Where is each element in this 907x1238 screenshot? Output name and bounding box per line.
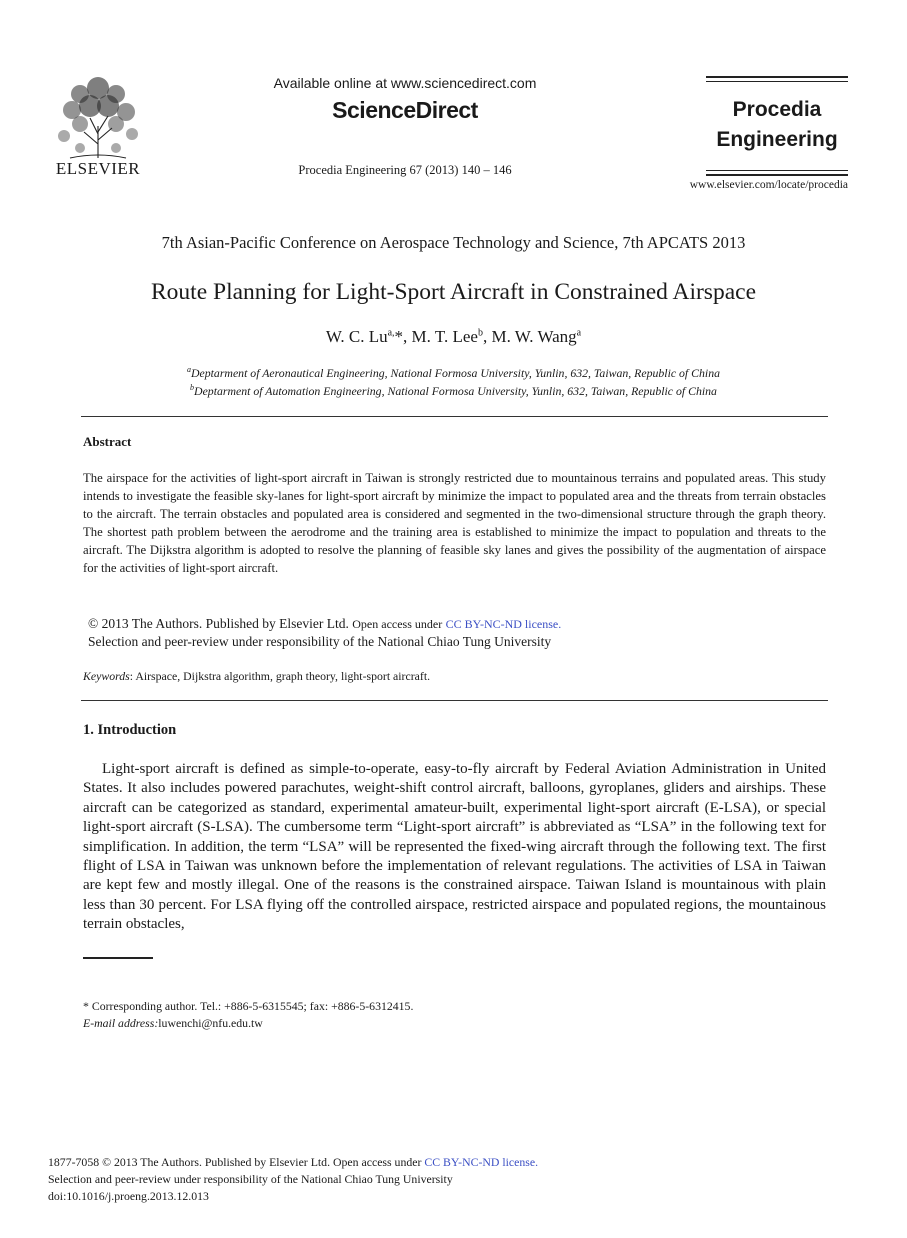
paper-title: Route Planning for Light-Sport Aircraft in Constrained Airspace xyxy=(150,279,756,305)
license-link[interactable]: CC BY-NC-ND license. xyxy=(424,1155,539,1169)
author-affiliation-mark: b xyxy=(477,327,483,339)
doi-line[interactable]: doi:10.1016/j.proeng.2013.12.013 xyxy=(48,1189,209,1203)
journal-name-line1: Procedia xyxy=(732,98,822,121)
keywords-label: Keywords xyxy=(83,669,130,683)
available-online-line[interactable]: Available online at www.sciencedirect.com xyxy=(273,75,537,91)
sciencedirect-brand: ScienceDirect xyxy=(332,97,478,123)
journal-rule-bottom-thin xyxy=(706,170,848,171)
journal-url[interactable]: www.elsevier.com/locate/procedia xyxy=(689,179,848,191)
elsevier-wordmark: ELSEVIER xyxy=(55,159,141,178)
introduction-heading: 1. Introduction xyxy=(83,722,177,738)
issn-copyright-text: 1877-7058 © 2013 The Authors. Published by Elsevier Ltd. xyxy=(48,1155,331,1169)
journal-name-line2: Engineering xyxy=(716,128,838,151)
affiliation xyxy=(60,365,847,381)
author-name: M. T. Lee xyxy=(411,327,478,346)
journal-rule-top-thin xyxy=(706,81,848,82)
author-separator: , xyxy=(482,327,492,346)
peer-review-footer: Selection and peer-review under responsibility of the National Chiao Tung University xyxy=(48,1172,453,1186)
keywords-line xyxy=(83,669,826,684)
affiliation-mark: a xyxy=(187,365,191,374)
author-affiliation-mark: a, xyxy=(387,327,395,339)
author-name: W. C. Lu xyxy=(325,327,388,346)
author-separator: *, xyxy=(394,327,412,346)
copyright-text: © 2013 The Authors. Published by Elsevier Ltd. xyxy=(88,616,349,631)
section-divider xyxy=(81,700,828,701)
abstract-body: The airspace for the activities of light-sport aircraft in Taiwan is strongly restricted due to mountainous terrains and populated areas. This study intends to investigate the feasible sky-lanes for light-sport aircraft by minimize the impact to populated area and the threats from terrain obstacles to the aircraft. The terrain obstacles and populated area is considered and segmented in the two-dimensional structure through the graph theory. The shortest path problem between the aerodrome and the training area is established to minimize the impact to population and threats to the aircraft. The Dijkstra algorithm is adopted to resolve the planning of feasible sky lanes and gives the possibility of the augmentation of airspace for the activities of light-sport aircraft. xyxy=(83,471,826,575)
journal-rule-top xyxy=(706,76,848,78)
copyright-line xyxy=(88,616,828,632)
journal-name xyxy=(706,95,848,155)
affiliation xyxy=(60,383,847,399)
keywords-text: : Airspace, Dijkstra algorithm, graph theory, light-sport aircraft. xyxy=(129,669,431,683)
author-affiliation-mark: a xyxy=(576,327,582,339)
author-list xyxy=(60,327,847,347)
email-label: E-mail address: xyxy=(83,1016,159,1030)
open-access-text: Open access under xyxy=(332,1155,422,1169)
affiliation-text: Deptarment of Aeronautical Engineering, National Formosa University, Yunlin, 632, Taiwan, Republic of China xyxy=(191,365,720,380)
abstract-heading: Abstract xyxy=(83,434,132,449)
footnote-rule xyxy=(83,957,153,959)
author-name: M. W. Wang xyxy=(491,327,577,346)
journal-rule-bottom xyxy=(706,174,848,176)
open-access-text: Open access under xyxy=(352,617,443,631)
peer-review-line: Selection and peer-review under responsibility of the National Chiao Tung University xyxy=(88,634,552,649)
affiliation-text: Deptarment of Automation Engineering, National Formosa University, Yunlin, 632, Taiwan, Republic of China xyxy=(194,383,717,398)
issn-copyright-line xyxy=(48,1155,538,1170)
journal-citation: Procedia Engineering 67 (2013) 140 – 146 xyxy=(298,163,512,177)
email-note xyxy=(83,1016,263,1031)
license-link[interactable]: CC BY-NC-ND license. xyxy=(445,617,562,631)
introduction-body: Light-sport aircraft is defined as simple-to-operate, easy-to-fly aircraft by Federal Aviation Administration in United States. It also includes powered parachutes, weight-shift control aircraft, balloons, gyroplanes, gliders and airships. These aircraft can be categorized as standard, experimental amateur-built, experimental light-sport aircraft (E-LSA), or special light-sport aircraft (S-LSA). The cumbersome term “Light-sport aircraft” is abbreviated as “LSA” in the following text for simplification. In addition, the term “LSA” will be represented the fixed-wing aircraft through the following text. The first flight of LSA in Taiwan was unknown before the implementation of relevant regulations. The activities of LSA in Taiwan are kept few and mostly illegal. One of the reasons is the constrained airspace. Taiwan Island is mountainous with plain less than 30 percent. For LSA flying off the controlled airspace, restricted airspace and populated regions, the mountainous terrain obstacles, xyxy=(83,761,826,933)
email-address[interactable]: luwenchi@nfu.edu.tw xyxy=(158,1016,263,1030)
conference-name: 7th Asian-Pacific Conference on Aerospace Technology and Science, 7th APCATS 2013 xyxy=(161,233,746,252)
section-divider xyxy=(81,416,828,417)
corresponding-author-note: * Corresponding author. Tel.: +886-5-6315545; fax: +886-5-6312415. xyxy=(83,999,414,1013)
affiliation-mark: b xyxy=(190,383,195,392)
